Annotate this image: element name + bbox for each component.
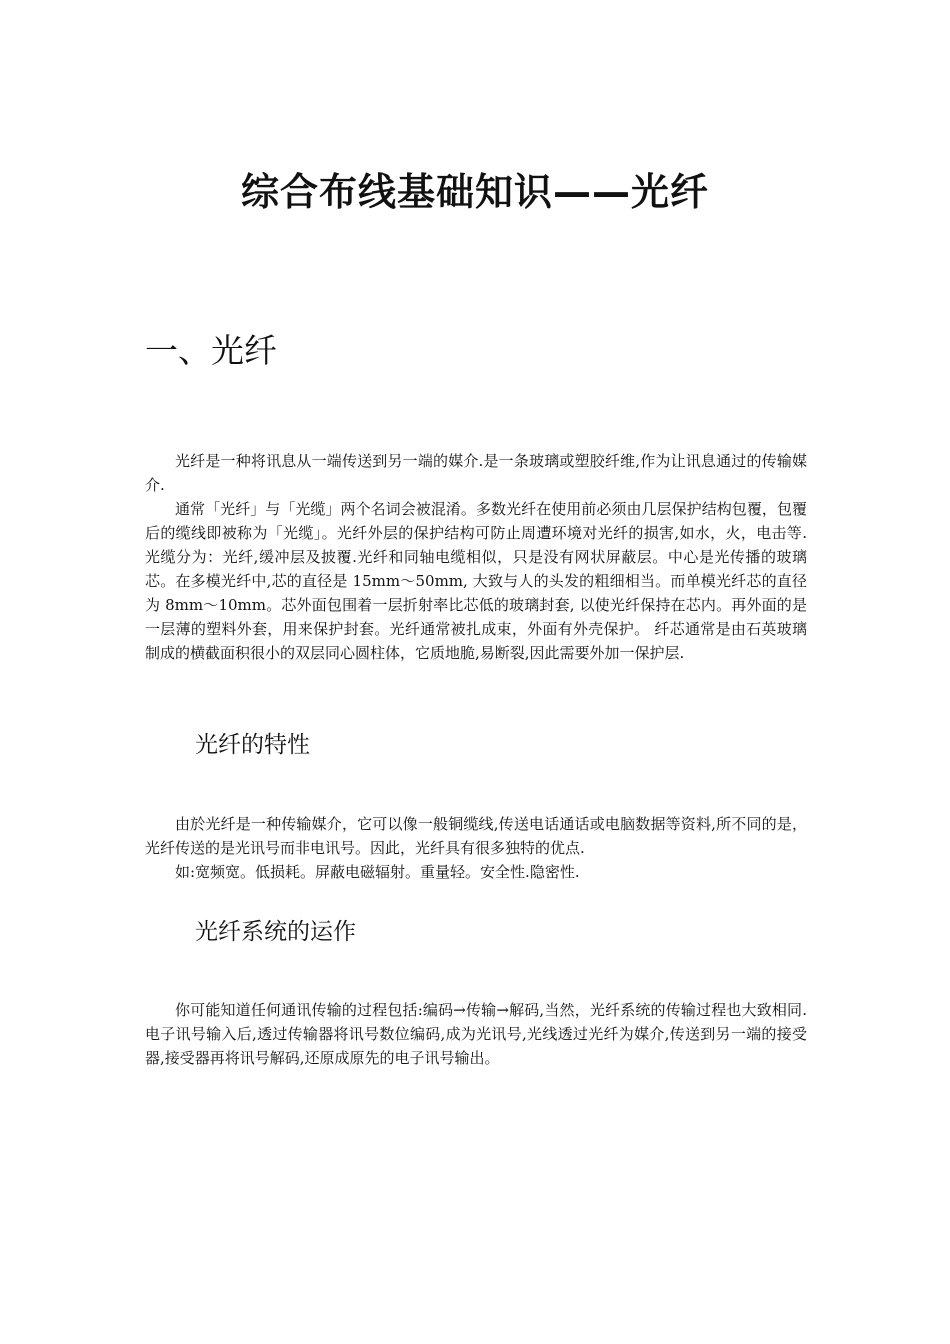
section-fiber-body (145, 449, 807, 665)
document-title: 综合布线基础知识——光纤 (240, 170, 709, 214)
section-heading-fiber: 一、光纤 (145, 331, 277, 370)
paragraph-properties-list: 如:宽频宽。低损耗。屏蔽电磁辐射。重量轻。安全性.隐密性. (175, 863, 580, 881)
paragraph-operation: 你可能知道任何通讯传输的过程包括:编码→传输→解码,当然，光纤系统的传输过程也大致相同.电子讯号输入后,透过传输器将讯号数位编码,成为光讯号,光线透过光纤为媒介,传送到另一端的接受器,接受器再将讯号解码,还原成原先的电子讯号输出。 (145, 1001, 807, 1067)
subheading-fiber-system-operation: 光纤系统的运作 (195, 919, 356, 945)
section-operation-body (145, 998, 807, 1070)
paragraph-fiber-definition: 光纤是一种将讯息从一端传送到另一端的媒介.是一条玻璃或塑胶纤维,作为让讯息通过的传输媒介. (145, 452, 807, 494)
paragraph-fiber-vs-cable: 通常「光纤」与「光缆」两个名词会被混淆。多数光纤在使用前必须由几层保护结构包覆，包覆后的缆线即被称为「光缆」。光纤外层的保护结构可防止周遭环境对光纤的损害,如水，火，电击等.光缆分为：光纤,缓冲层及披覆.光纤和同轴电缆相似，只是没有网状屏蔽层。中心是光传播的玻璃芯。在多模光纤中,芯的直径是 15mm～50mm, 大致与人的头发的粗细相当。而单模光纤芯的直径为 8mm～10mm。芯外面包围着一层折射率比芯低的玻璃封套, 以使光纤保持在芯内。再外面的是一层薄的塑料外套，用来保护封套。光纤通常被扎成束，外面有外壳保护。 纤芯通常是由石英玻璃制成的横截面积很小的双层同心圆柱体，它质地脆,易断裂,因此需要外加一保护层. (145, 500, 807, 662)
subheading-fiber-properties: 光纤的特性 (195, 732, 310, 758)
paragraph-properties-intro: 由於光纤是一种传输媒介，它可以像一般铜缆线,传送电话通话或电脑数据等资料,所不同的是，光纤传送的是光讯号而非电讯号。因此，光纤具有很多独特的优点. (145, 815, 807, 857)
section-properties-body (145, 812, 807, 884)
